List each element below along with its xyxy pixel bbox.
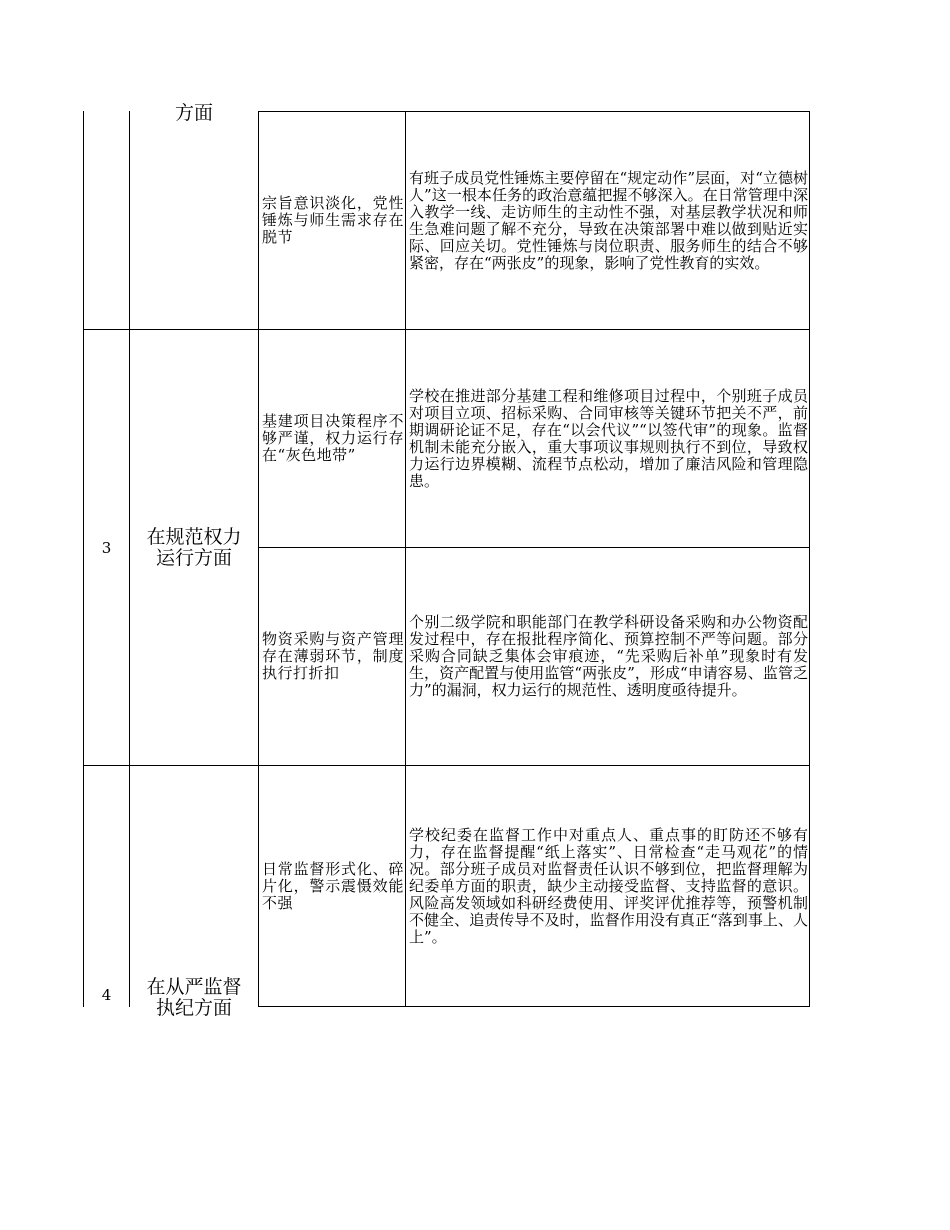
issue-cell: [259, 112, 405, 329]
issue-text: 基建项目决策程序不够严谨，权力运行存在“灰色地带”: [262, 412, 404, 464]
issue-cell: [259, 330, 405, 547]
grid-line: [83, 111, 84, 1007]
seq-text: 3: [101, 539, 112, 557]
aspect-cell: [130, 977, 258, 1019]
issue-text: 宗旨意识淡化，党性锤炼与师生需求存在脱节: [262, 194, 404, 246]
issue-text: 物资采购与资产管理存在薄弱环节，制度执行打折扣: [262, 630, 404, 682]
table: [83, 102, 810, 1019]
issue-text: 日常监督形式化、碎片化，警示震慑效能不强: [262, 859, 404, 912]
detail-cell: [406, 330, 809, 547]
detail-cell: [406, 548, 809, 765]
grid-line: [258, 1006, 810, 1007]
aspect-text: 在规范权力运行方面: [146, 526, 242, 569]
seq-cell: [83, 986, 130, 1004]
detail-text: 学校在推进部分基建工程和维修项目过程中，个别班子成员对项目立项、招标采购、合同审核等关键环节把关不严，前期调研论证不足，存在“以会代议”“以签代审”的现象。监督机制未能充分嵌入，重大事项议事规则执行不到位，导致权力运行边界模糊、流程节点松动，增加了廉洁风险和管理隐患。: [409, 386, 808, 490]
aspect-text: 方面: [174, 102, 213, 124]
aspect-cell: [130, 103, 258, 124]
seq-text: 4: [101, 986, 112, 1004]
issue-cell: [259, 548, 405, 765]
detail-cell: [406, 766, 809, 1006]
issue-cell: [259, 766, 405, 1006]
detail-text: 有班子成员党性锤炼主要停留在“规定动作”层面，对“立德树人”这一根本任务的政治意蕴把握不够深入。在日常管理中深入教学一线、走访师生的主动性不强，对基层教学状况和师生急难问题了解不充分，导致在决策部署中难以做到贴近实际、回应关切。党性锤炼与岗位职责、服务师生的结合不够紧密，存在“两张皮”的现象，影响了党性教育的实效。: [409, 168, 808, 272]
detail-text: 个别二级学院和职能部门在教学科研设备采购和办公物资配发过程中，存在报批程序简化、预算控制不严等问题。部分采购合同缺乏集体会审痕迹，“先采购后补单”现象时有发生，资产配置与使用监管“两张皮”，形成“申请容易、监管乏力”的漏洞，权力运行的规范性、透明度亟待提升。: [409, 613, 808, 699]
aspect-cell: [130, 527, 258, 569]
detail-cell: [406, 112, 809, 329]
seq-cell: [83, 539, 130, 557]
grid-line: [809, 111, 810, 1007]
detail-text: 学校纪委在监督工作中对重点人、重点事的盯防还不够有力，存在监督提醒“纸上落实”、日常检查“走马观花”的情况。部分班子成员对监督责任认识不够到位，把监督理解为纪委单方面的职责，缺少主动接受监督、支持监督的意识。风险高发领域如科研经费使用、评奖评优推荐等，预警机制不健全、追责传导不及时，监督作用没有真正“落到事上、人上”。: [409, 825, 808, 946]
aspect-text: 在从严监督执纪方面: [146, 976, 242, 1019]
